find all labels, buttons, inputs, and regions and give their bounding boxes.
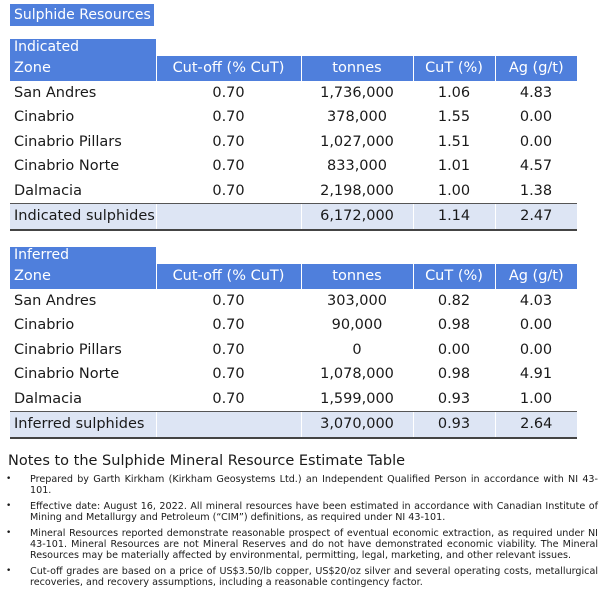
cut-cell: 0.82 (437, 292, 471, 309)
tonnes-cell: 1,027,000 (320, 133, 394, 150)
zone-cell: Cinabrio Norte (14, 366, 120, 383)
cutoff-cell: 0.70 (212, 317, 245, 334)
cutoff-cell: 0.70 (212, 109, 245, 126)
ag-cell: 0.00 (519, 341, 553, 358)
total-cut: 1.14 (413, 204, 495, 230)
total-zone: Inferred sulphides (10, 412, 156, 438)
notes-list (0, 474, 598, 593)
cut-cell: 0.00 (437, 341, 471, 358)
ag-cell: 4.57 (519, 158, 553, 175)
page-title: Sulphide Resources (10, 4, 154, 26)
total-ag: 2.47 (495, 204, 577, 230)
note-item: • Cut-off grades are based on a price of US$3.50/lb copper, US$20/oz silver and several operating costs, metallurgical recoveries, and recovery assumptions, including a reasonable contingency factor. (20, 566, 598, 589)
ag-cell: 4.03 (519, 292, 553, 309)
cut-cell: 1.06 (437, 84, 471, 101)
cutoff-cell: 0.70 (212, 158, 245, 175)
table-row (10, 81, 577, 106)
cut-cell: 0.98 (437, 366, 471, 383)
total-tonnes: 6,172,000 (301, 204, 413, 230)
tonnes-cell: 303,000 (327, 292, 387, 309)
zone-cell: Cinabrio Pillars (14, 341, 122, 358)
cut-cell: 1.51 (437, 133, 471, 150)
tonnes-cell: 1,736,000 (320, 84, 394, 101)
zone-cell: Cinabrio Norte (14, 158, 120, 175)
note-item: • Mineral Resources reported demonstrate reasonable prospect of eventual economic extraction, as required under NI 43-101. Mineral Resources are not Mineral Reserves and do not have demonstrated economic viability. The Mineral Resources may be materially affected by environmental, permitting, legal, marketing, and other relevant issues. (20, 528, 598, 562)
cutoff-cell: 0.70 (212, 341, 245, 358)
zone-cell: Dalmacia (14, 390, 82, 407)
tonnes-cell: 1,599,000 (320, 390, 394, 407)
total-tonnes: 3,070,000 (301, 412, 413, 438)
col-cutoff: Cut-off (% CuT) (156, 56, 301, 81)
cut-cell: 1.00 (437, 182, 471, 199)
indicated-rows (10, 81, 577, 204)
zone-cell: Dalmacia (14, 182, 82, 199)
zone-cell: San Andres (14, 292, 97, 309)
cutoff-cell: 0.70 (212, 84, 245, 101)
col-ag: Ag (g/t) (495, 56, 577, 81)
zone-cell: Cinabrio (14, 109, 75, 126)
total-cut: 0.93 (413, 412, 495, 438)
table-row (10, 362, 577, 387)
notes-title: Notes to the Sulphide Mineral Resource Estimate Table (8, 453, 406, 469)
ag-cell: 1.38 (519, 182, 553, 199)
indicated-header-row (10, 56, 577, 81)
cut-cell: 0.98 (437, 317, 471, 334)
tonnes-cell: 90,000 (331, 317, 383, 334)
inferred-total-row (10, 412, 577, 438)
col-cut: CuT (%) (413, 56, 495, 81)
ag-cell: 4.91 (519, 366, 553, 383)
zone-cell: Cinabrio (14, 317, 75, 334)
table-row (10, 289, 577, 314)
cut-cell: 1.01 (437, 158, 471, 175)
cutoff-cell: 0.70 (212, 133, 245, 150)
inferred-table (10, 247, 577, 439)
col-cut: CuT (%) (413, 264, 495, 289)
tonnes-cell: 833,000 (327, 158, 387, 175)
table-row (10, 154, 577, 179)
ag-cell: 0.00 (519, 109, 553, 126)
note-item: • Effective date: August 16, 2022. All mineral resources have been estimated in accordance with Canadian Institute of Mining and Metallurgy and Petroleum (“CIM”) definitions, as required under NI 43-101. (20, 501, 598, 524)
col-ag: Ag (g/t) (495, 264, 577, 289)
cutoff-cell: 0.70 (212, 292, 245, 309)
col-zone: Zone (10, 56, 156, 81)
table-row (10, 387, 577, 412)
tonnes-cell: 378,000 (327, 109, 387, 126)
inferred-section-label: Inferred (10, 247, 156, 264)
zone-cell: Cinabrio Pillars (14, 133, 122, 150)
inferred-header-row (10, 264, 577, 289)
inferred-rows (10, 289, 577, 412)
zone-cell: San Andres (14, 84, 97, 101)
table-row (10, 179, 577, 204)
tonnes-cell: 2,198,000 (320, 182, 394, 199)
cutoff-cell: 0.70 (212, 182, 245, 199)
table-row (10, 313, 577, 338)
col-zone: Zone (10, 264, 156, 289)
ag-cell: 0.00 (519, 133, 553, 150)
tonnes-cell: 0 (352, 341, 362, 358)
total-ag: 2.64 (495, 412, 577, 438)
indicated-section-label: Indicated (10, 39, 156, 56)
table-row (10, 130, 577, 155)
note-item: • Prepared by Garth Kirkham (Kirkham Geosystems Ltd.) an Independent Qualified Person in accordance with NI 43-101. (20, 474, 598, 497)
total-zone: Indicated sulphides (10, 204, 156, 230)
ag-cell: 1.00 (519, 390, 553, 407)
cutoff-cell: 0.70 (212, 366, 245, 383)
col-tonnes: tonnes (301, 56, 413, 81)
indicated-table (10, 39, 577, 231)
cut-cell: 1.55 (437, 109, 471, 126)
ag-cell: 0.00 (519, 317, 553, 334)
table-row (10, 338, 577, 363)
ag-cell: 4.83 (519, 84, 553, 101)
table-row (10, 105, 577, 130)
cut-cell: 0.93 (437, 390, 471, 407)
tonnes-cell: 1,078,000 (320, 366, 394, 383)
cutoff-cell: 0.70 (212, 390, 245, 407)
indicated-total-row (10, 204, 577, 230)
col-tonnes: tonnes (301, 264, 413, 289)
col-cutoff: Cut-off (% CuT) (156, 264, 301, 289)
